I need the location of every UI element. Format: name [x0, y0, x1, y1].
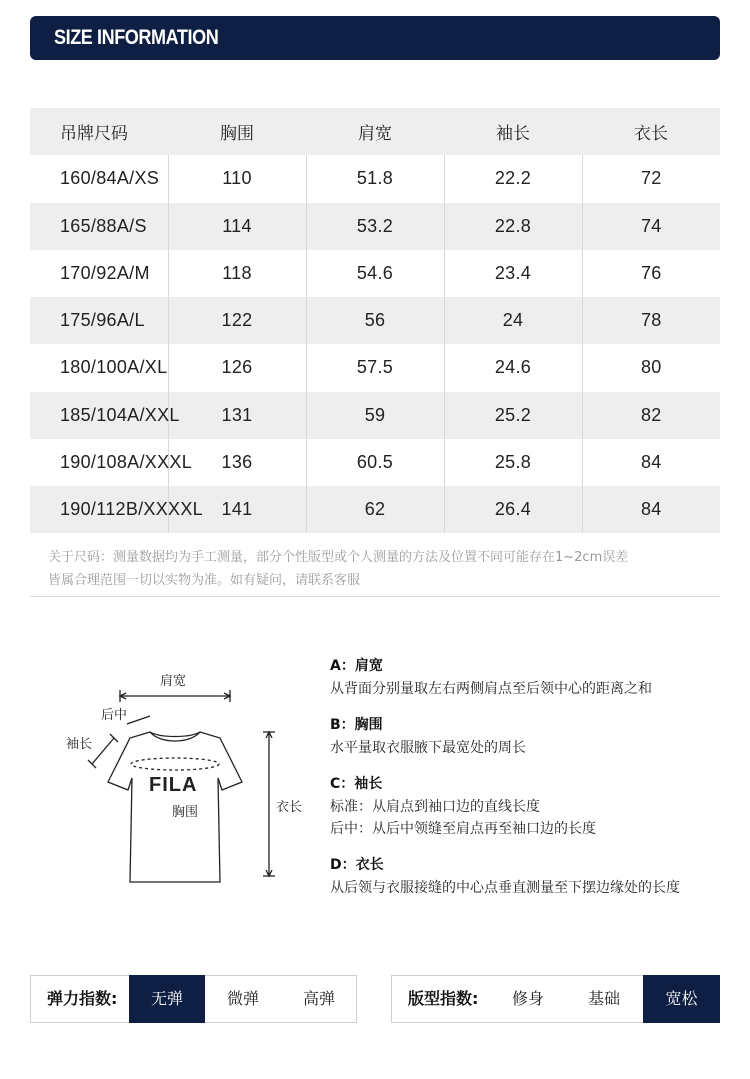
cell-sleeve: 24.6 — [444, 344, 582, 391]
cell-size: 160/84A/XS — [60, 168, 160, 189]
cell-chest: 110 — [168, 155, 306, 202]
note-line-2: 皆属合理范围一切以实物为准。如有疑问，请联系客服 — [48, 573, 361, 588]
cell-shoulder: 59 — [306, 392, 444, 439]
cell-length: 74 — [582, 203, 720, 250]
cell-shoulder: 62 — [306, 486, 444, 533]
chest-measure-ellipse — [131, 758, 219, 770]
back-center-line — [127, 716, 150, 724]
cell-shoulder: 51.8 — [306, 155, 444, 202]
fila-logo: FILA — [149, 774, 198, 796]
col-header-chest: 胸围 — [168, 108, 306, 155]
definition-chest — [330, 713, 730, 759]
diagram-label-sleeve: 袖长 — [66, 737, 93, 752]
cell-length: 80 — [582, 344, 720, 391]
cell-shoulder: 57.5 — [306, 344, 444, 391]
table-row — [30, 392, 720, 439]
definition-shoulder — [330, 654, 730, 700]
definition-text: 标准：从肩点到袖口边的直线长度 — [330, 799, 540, 815]
cell-size: 165/88A/S — [30, 203, 168, 250]
sleeve-length-line — [92, 738, 114, 764]
table-row — [30, 486, 720, 533]
fit-option-regular: 基础 — [587, 989, 620, 1008]
table-row — [30, 297, 720, 344]
size-table — [30, 108, 720, 533]
cell-size: 175/96A/L — [30, 297, 168, 344]
cell-chest: 131 — [168, 392, 306, 439]
col-header-length: 衣长 — [582, 108, 720, 155]
col-header-shoulder: 肩宽 — [306, 108, 444, 155]
cell-chest: 122 — [168, 297, 306, 344]
diagram-label-back-center: 后中 — [101, 708, 128, 723]
table-row — [30, 344, 720, 391]
fit-option-slim: 修身 — [511, 989, 544, 1008]
cell-shoulder: 60.5 — [306, 439, 444, 486]
size-info-header — [30, 16, 720, 60]
diagram-label-shoulder: 肩宽 — [160, 674, 187, 689]
cell-size: 170/92A/M — [60, 262, 150, 283]
definition-text: 从后领与衣服接缝的中心点垂直测量至下摆边缘处的长度 — [330, 880, 680, 896]
measurement-note — [48, 546, 720, 592]
cell-size: 190/108A/XXXL — [60, 451, 193, 472]
diagram-label-length: 衣长 — [276, 800, 303, 815]
fit-label: 版型指数: — [408, 989, 479, 1008]
note-line-1: 关于尺码：测量数据均为手工测量，部分个性版型或个人测量的方法及位置不同可能存在1~2cm误差 — [48, 550, 629, 565]
cell-length: 84 — [582, 486, 720, 533]
cell-chest: 136 — [168, 439, 306, 486]
cell-length: 84 — [582, 439, 720, 486]
col-header-size: 吊牌尺码 — [30, 108, 168, 155]
definition-title: D：衣长 — [330, 857, 384, 873]
elasticity-index — [30, 975, 357, 1023]
cell-size: 185/104A/XXL — [30, 392, 168, 439]
cell-chest: 141 — [168, 486, 306, 533]
table-row — [30, 250, 720, 297]
cell-length: 78 — [582, 297, 720, 344]
cell-sleeve: 25.2 — [444, 392, 582, 439]
elasticity-label: 弹力指数: — [47, 989, 118, 1008]
elasticity-option-slight: 微弹 — [226, 989, 259, 1008]
cell-chest: 118 — [168, 250, 306, 297]
elasticity-option-high: 高弹 — [302, 989, 335, 1008]
cell-chest: 126 — [168, 344, 306, 391]
definition-length — [330, 853, 730, 899]
cell-size: 180/100A/XL — [60, 357, 168, 378]
cell-chest: 114 — [168, 203, 306, 250]
cell-length: 76 — [582, 250, 720, 297]
table-row — [30, 439, 720, 486]
definition-title: A：肩宽 — [330, 658, 383, 674]
table-header-row — [30, 108, 720, 155]
definition-title: C：袖长 — [330, 776, 383, 792]
header-title: SIZE INFORMATION — [54, 26, 219, 49]
definition-title: B：胸围 — [330, 717, 383, 733]
fit-index — [391, 975, 720, 1023]
table-row — [30, 203, 720, 250]
cell-size: 190/112B/XXXXL — [30, 486, 168, 533]
cell-shoulder: 56 — [306, 297, 444, 344]
table-row — [30, 155, 720, 202]
cell-length: 72 — [582, 155, 720, 202]
cell-sleeve: 24 — [444, 297, 582, 344]
measurement-definitions — [330, 654, 730, 912]
cell-sleeve: 22.8 — [444, 203, 582, 250]
divider — [30, 596, 720, 597]
definition-sleeve — [330, 772, 730, 840]
cell-sleeve: 26.4 — [444, 486, 582, 533]
definition-text: 从背面分别量取左右两侧肩点至后领中心的距离之和 — [330, 681, 652, 697]
cell-length: 82 — [582, 392, 720, 439]
elasticity-option-none: 无弹 — [129, 975, 205, 1023]
cell-sleeve: 25.8 — [444, 439, 582, 486]
fit-option-loose: 宽松 — [643, 975, 720, 1023]
measurement-diagram — [40, 660, 320, 900]
cell-shoulder: 54.6 — [306, 250, 444, 297]
cell-shoulder: 53.2 — [306, 203, 444, 250]
cell-sleeve: 23.4 — [444, 250, 582, 297]
definition-text: 水平量取衣服腋下最宽处的周长 — [330, 740, 526, 756]
cell-sleeve: 22.2 — [444, 155, 582, 202]
diagram-label-chest: 胸围 — [172, 805, 199, 820]
definition-text: 后中：从后中领缝至肩点再至袖口边的长度 — [330, 821, 596, 837]
col-header-sleeve: 袖长 — [444, 108, 582, 155]
